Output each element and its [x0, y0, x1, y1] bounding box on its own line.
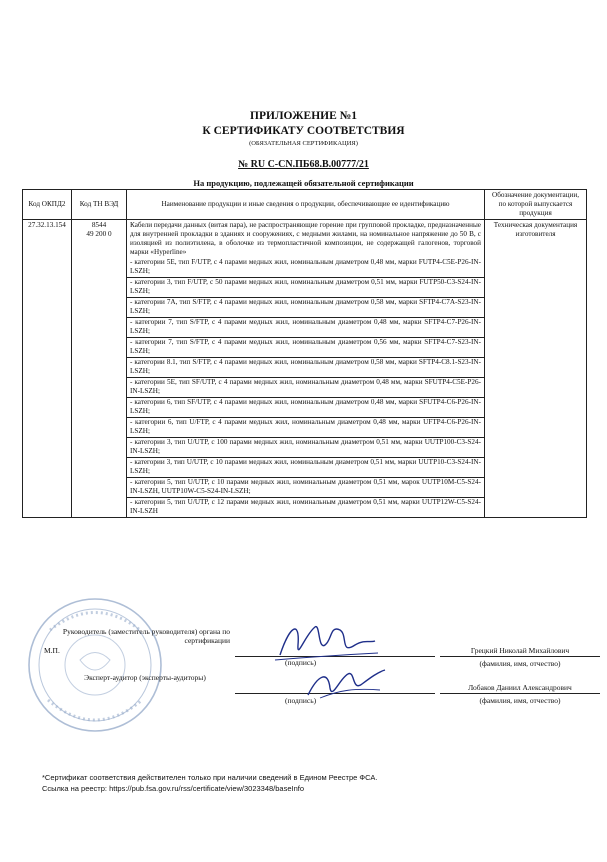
- certificate-number: № RU C-CN.ПБ68.В.00777/21: [238, 159, 369, 170]
- list-item: - категории 3, тип U/UTP, с 10 парами медных жил, номинальным диаметром 0,51 мм, марки UUTP10-C3-S24-IN-LSZH;: [127, 457, 484, 477]
- column-header-description: Наименование продукции и иные сведения о продукции, обеспечивающие ее идентификацию: [127, 190, 485, 220]
- list-item: - категории 7А, тип S/FTP, с 4 парами медных жил, номинальным диаметром 0,58 мм, марки SFTP4-C7A-S23-IN-LSZH;: [127, 297, 484, 317]
- products-table: [22, 189, 587, 518]
- list-item: - категории 8.1, тип S/FTP, с 4 парами медных жил, номинальным диаметром 0,58 мм, марки SFTP4-C8.1-S23-IN-LSZH;: [127, 357, 484, 377]
- list-item: - категории 5, тип U/UTP, с 10 парами медных жил, номинальным диаметром 0,51 мм, марок UUTP10M-C5-S24-IN-LSZH, UUTP10W-C5-S24-IN-LSZH;: [127, 477, 484, 497]
- list-item: - категории 5E, тип F/UTP, с 4 парами медных жил, номинальным диаметром 0,48 мм, марки FUTP4-C5E-P26-IN-LSZH;: [130, 258, 481, 275]
- list-item: - категории 6, тип U/FTP, с 4 парами медных жил, номинальным диаметром 0,48 мм, марки UFTP4-C6-P26-IN-LSZH;: [127, 417, 484, 437]
- footnote: [42, 772, 377, 794]
- list-item: - категории 7, тип S/FTP, с 4 парами медных жил, номинальным диаметром 0,56 мм, марки SFTP4-C7-S23-IN-LSZH;: [127, 337, 484, 357]
- stamp-place-label: М.П.: [44, 646, 60, 655]
- name-line-head: [440, 656, 600, 657]
- footnote-validity: *Сертификат соответствия действителен только при наличии сведений в Едином Реестре ФСА.: [42, 773, 378, 782]
- list-item: - категории 7, тип S/FTP, с 4 парами медных жил, номинальным диаметром 0,48 мм, марки SFTP4-C7-P26-IN-LSZH;: [127, 317, 484, 337]
- product-main-description: Кабели передачи данных (витая пара), не распространяющие горение при групповой прокладке, предназначенные для внутренней прокладки в зданиях и сооружениях, с медными жилами, на номинальное напряжение до 50 В, с изоляцией из полиэтилена, в оболочке из термопластичной композиции, не содержащей галогенов, торговой марки «Hyperline»: [130, 221, 481, 256]
- table-subtitle: На продукцию, подлежащей обязательной сертификации: [193, 178, 414, 188]
- list-item: - категории 6, тип SF/UTP, с 4 парами медных жил, номинальным диаметром 0,48 мм, марки SFUTP4-C6-P26-IN-LSZH;: [127, 397, 484, 417]
- list-item: - категории 5E, тип SF/UTP, с 4 парами медных жил, номинальным диаметром 0,48 мм, марки SFUTP4-C5E-P26-IN-LSZH;: [127, 377, 484, 397]
- tnved-code-part1: 8544: [91, 221, 107, 229]
- product-description: [127, 220, 485, 518]
- documentation-cell: Техническая документация изготовителя: [485, 220, 587, 518]
- column-header-tnved: Код ТН ВЭД: [72, 190, 127, 220]
- expert-auditor-label: Эксперт-аудитор (эксперты-аудиторы): [84, 673, 206, 682]
- column-header-okpd2: Код ОКПД2: [23, 190, 72, 220]
- table-row: [23, 220, 587, 518]
- column-header-documentation: Обозначение документации, по которой выпускается продукция: [485, 190, 587, 220]
- tnved-code-part2: 49 200 0: [86, 230, 112, 238]
- list-item: - категории 3, тип U/UTP, с 100 парами медных жил, номинальным диаметром 0,51 мм, марки UUTP100-C3-S24-IN-LSZH;: [127, 437, 484, 457]
- head-name: Грецкий Николай Михайлович: [470, 646, 570, 655]
- product-items-list: [127, 258, 484, 517]
- head-of-certification-body-label: Руководитель (заместитель руководителя) органа по сертификации: [62, 627, 230, 645]
- appendix-title: ПРИЛОЖЕНИЕ №1: [250, 110, 357, 122]
- list-item: - категории 3, тип F/UTP, с 50 парами медных жил, номинальным диаметром 0,51 мм, марки FUTP50-C3-S24-IN-LSZH;: [127, 277, 484, 297]
- signature-caption-expert: (подпись): [285, 696, 317, 705]
- list-item: - категории 5, тип U/UTP, с 12 парами медных жил, номинальным диаметром 0,51 мм, марки UUTP12W-C5-S24-IN-LSZH: [127, 497, 484, 517]
- fio-caption-expert: (фамилия, имя, отчество): [479, 696, 561, 705]
- certificate-title: К СЕРТИФИКАТУ СООТВЕТСТВИЯ: [202, 125, 405, 137]
- certification-type: (ОБЯЗАТЕЛЬНАЯ СЕРТИФИКАЦИЯ): [249, 140, 358, 147]
- tnved-code: [72, 220, 127, 518]
- footnote-registry-link: Ссылка на реестр: https://pub.fsa.gov.ru/rss/certificate/view/3023348/baseInfo: [42, 784, 305, 793]
- signature-caption-head: (подпись): [285, 658, 317, 667]
- name-line-expert: [440, 693, 600, 694]
- seal-stamp-icon: [20, 590, 170, 740]
- okpd2-code: 27.32.13.154: [23, 220, 72, 518]
- table-header-row: [23, 190, 587, 220]
- expert-name: Лобаков Даниил Александрович: [468, 683, 572, 692]
- expert-signature-icon: [300, 660, 390, 705]
- fio-caption-head: (фамилия, имя, отчество): [479, 659, 561, 668]
